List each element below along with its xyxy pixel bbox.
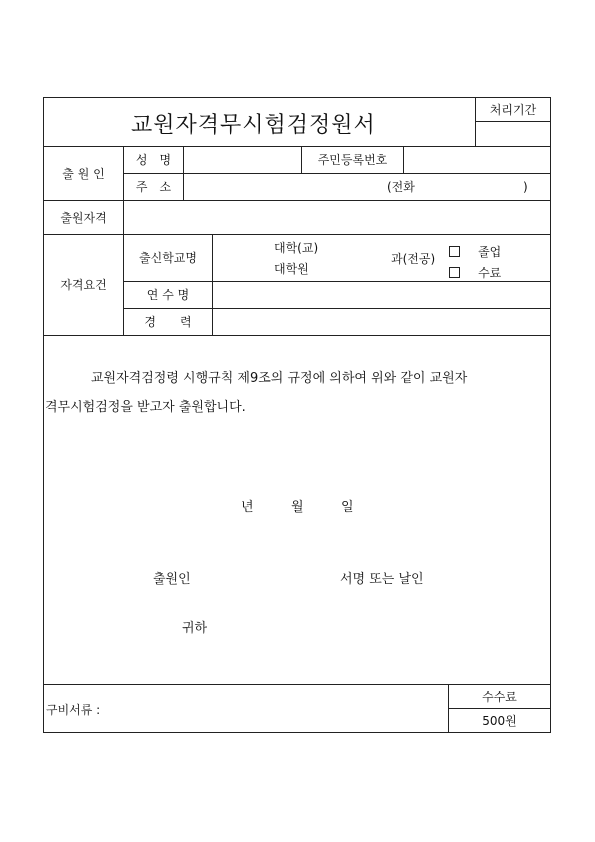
graduated-option[interactable] [449, 241, 501, 260]
date-day-label: 일 [341, 500, 354, 515]
fee-divider [448, 708, 551, 709]
completed-option-label: 수료 [478, 266, 502, 280]
date-month-label: 월 [291, 500, 304, 515]
form-title: 교원자격무시험검정원서 [131, 113, 376, 138]
phone-label: (전화 [387, 180, 415, 194]
address-label: 주 소 [135, 180, 172, 194]
processing-period-label: 처리기간 [489, 103, 537, 117]
signature-label: 서명 또는 날인 [340, 572, 424, 587]
statement-line-2: 격무시험검정을 받고자 출원합니다. [45, 400, 246, 415]
signer-label: 출원인 [153, 572, 191, 587]
career-label: 경 력 [144, 315, 192, 329]
fee-value: 500원 [482, 714, 517, 728]
name-label: 성 명 [135, 153, 172, 167]
form-border-bottom [43, 732, 551, 733]
university-label: 대학(교) [274, 241, 319, 255]
qualification-label: 출원자격 [60, 211, 107, 225]
phone-field[interactable] [424, 174, 520, 200]
resident-number-field[interactable] [404, 147, 550, 173]
graduate-school-label: 대학원 [274, 262, 309, 276]
school-label: 출신학교명 [139, 251, 197, 265]
required-documents-label: 구비서류 : [46, 703, 101, 717]
requirements-row-bottom [43, 335, 551, 336]
required-documents-field[interactable] [120, 686, 446, 731]
applicant-section-label: 출 원 인 [62, 167, 105, 181]
training-field[interactable] [213, 282, 550, 308]
processing-period-field[interactable] [476, 122, 550, 146]
department-label: 과(전공) [391, 252, 436, 266]
addressee-label: 귀하 [182, 621, 208, 636]
graduated-option-label: 졸업 [478, 245, 502, 259]
form-border-left [43, 97, 44, 733]
requirements-section-label: 자격요건 [60, 278, 107, 292]
form-border-right [550, 97, 551, 733]
completed-checkbox[interactable] [449, 267, 460, 278]
resident-number-label: 주민등록번호 [317, 153, 388, 167]
phone-close-paren: ) [523, 180, 528, 194]
name-field[interactable] [184, 147, 301, 173]
qualification-row-bottom [43, 234, 551, 235]
date-year-label: 년 [241, 500, 254, 515]
address-field[interactable] [184, 174, 384, 200]
completed-option[interactable] [449, 262, 501, 281]
fee-label: 수수료 [482, 690, 517, 704]
career-field[interactable] [213, 309, 550, 335]
training-label: 연 수 명 [146, 288, 190, 302]
statement-line-1: 교원자격검정령 시행규칙 제9조의 규정에 의하여 위와 같이 교원자 [91, 371, 468, 386]
qualification-field[interactable] [124, 201, 550, 234]
graduated-checkbox[interactable] [449, 246, 460, 257]
statement-box-bottom [43, 684, 551, 685]
